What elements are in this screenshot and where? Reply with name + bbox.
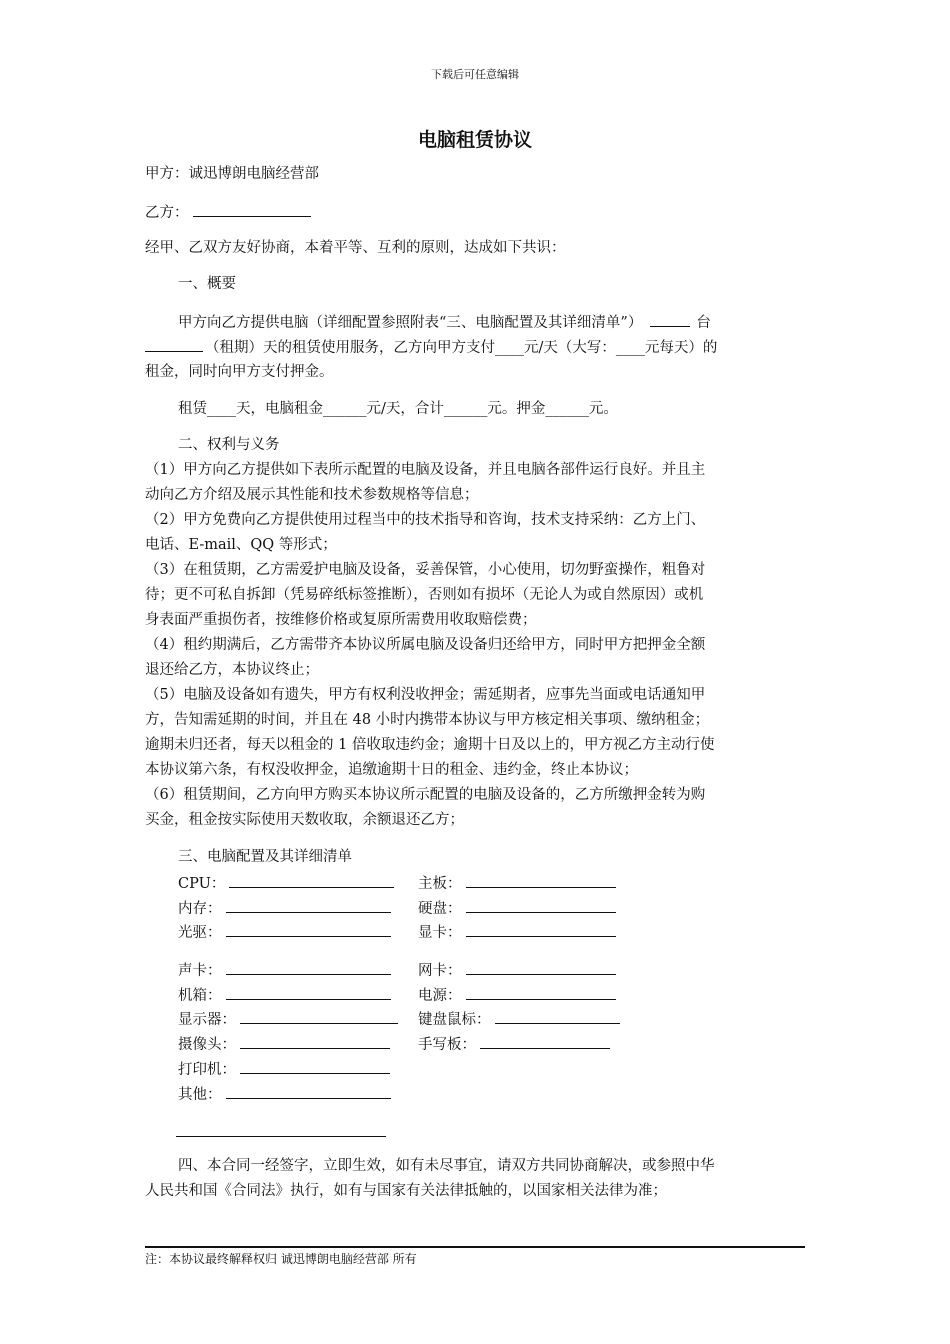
config-field-case: [178, 984, 391, 1006]
config-blank: [226, 897, 391, 913]
section2-heading: 二、权利与义务: [178, 437, 280, 453]
section2-line: （5）电脑及设备如有遗失，甲方有权利没收押金；需延期者，应事先当面或电话通知甲: [145, 687, 706, 703]
section2-line: 买金，租金按实际使用天数收取，余额退还乙方；: [145, 812, 464, 828]
section2-line: 本协议第六条，有权没收押金，追缴逾期十日的租金、违约金，终止本协议；: [145, 762, 638, 778]
section1-para1-line2: [145, 337, 717, 358]
config-field-optical: [178, 921, 391, 943]
config-blank: [226, 984, 391, 1000]
config-label: 显示器：: [178, 1012, 236, 1028]
config-field-motherboard: [418, 872, 616, 894]
config-label: CPU：: [178, 876, 226, 892]
party-b-label: 乙方：: [145, 205, 189, 221]
config-label: 光驱：: [178, 925, 222, 941]
header-note: 下载后可任意编辑: [431, 68, 519, 81]
config-label: 键盘鼠标：: [418, 1012, 491, 1028]
term-blank: [145, 337, 203, 352]
config-label: 摄像头：: [178, 1037, 236, 1053]
config-label: 手写板：: [418, 1037, 476, 1053]
section2-line: （3）在租赁期，乙方需爱护电脑及设备，妥善保管，小心使用，切勿野蛮操作，粗鲁对: [145, 562, 706, 578]
footer-note: 注：本协议最终解释权归 诚迅博朗电脑经营部 所有: [145, 1252, 417, 1266]
party-b-blank: [193, 202, 311, 217]
config-field-harddisk: [418, 897, 616, 919]
config-label: 机箱：: [178, 988, 222, 1004]
section2-line: （4）租约期满后，乙方需带齐本协议所属电脑及设备归还给甲方，同时甲方把押金全额: [145, 637, 706, 653]
section4-line2: 人民共和国《合同法》执行，如有与国家有关法律抵触的，以国家相关法律为准；: [145, 1183, 667, 1199]
config-field-soundcard: [178, 959, 391, 981]
config-blank: [466, 959, 616, 975]
config-blank: [466, 984, 616, 1000]
config-field-printer: [178, 1058, 390, 1080]
section2-line: 待；更不可私自拆卸（凭易碎纸标签推断），否则如有损坏（无论人为或自然原因）或机: [145, 587, 704, 603]
config-blank: [226, 921, 391, 937]
config-label: 声卡：: [178, 963, 222, 979]
section1-para1-line1: [178, 312, 711, 333]
config-field-graphics: [418, 921, 616, 943]
config-field-monitor: [178, 1008, 398, 1030]
config-blank: [466, 872, 616, 888]
section2-line: （6）租赁期间，乙方向甲方购买本协议所示配置的电脑及设备的，乙方所缴押金转为购: [145, 787, 706, 803]
section1-p1-text-b: 台: [696, 315, 711, 331]
section1-heading: 一、概要: [178, 276, 236, 292]
config-blank: [495, 1008, 620, 1024]
config-label: 显卡：: [418, 925, 462, 941]
party-b-line: [145, 202, 311, 223]
section1-para1-line3: 租金，同时向甲方支付押金。: [145, 364, 334, 380]
config-blank: [226, 959, 391, 975]
section2-line: 电话、E-mail、QQ 等形式；: [145, 537, 337, 553]
section1-p1-text-c: （租期）天的租赁使用服务，乙方向甲方支付____元/天（大写：____元每天）的: [205, 340, 718, 356]
config-blank: [229, 872, 394, 888]
signature-line: [176, 1136, 386, 1137]
section1-para2: 租赁____天，电脑租金______元/天，合计______元。押金______元。: [178, 401, 618, 417]
config-blank: [226, 1083, 391, 1099]
quantity-blank: [650, 312, 690, 327]
config-blank: [480, 1033, 610, 1049]
config-label: 主板：: [418, 876, 462, 892]
config-label: 网卡：: [418, 963, 462, 979]
config-label: 打印机：: [178, 1062, 236, 1078]
config-label: 其他：: [178, 1087, 222, 1103]
section1-p1-text-a: 甲方向乙方提供电脑（详细配置参照附表“三、电脑配置及其详细清单”）: [178, 315, 643, 331]
config-blank: [466, 897, 616, 913]
section2-line: （1）甲方向乙方提供如下表所示配置的电脑及设备，并且电脑各部件运行良好。并且主: [145, 462, 706, 478]
config-field-camera: [178, 1033, 390, 1055]
section3-heading: 三、电脑配置及其详细清单: [178, 849, 352, 865]
preamble: 经甲、乙双方友好协商，本着平等、互利的原则，达成如下共识：: [145, 240, 566, 256]
config-field-other: [178, 1083, 391, 1105]
config-label: 硬盘：: [418, 901, 462, 917]
config-field-network: [418, 959, 616, 981]
section2-line: 退还给乙方，本协议终止；: [145, 662, 319, 678]
document-title: 电脑租赁协议: [417, 129, 532, 151]
section2-line: 动向乙方介绍及展示其性能和技术参数规格等信息；: [145, 487, 479, 503]
footer-divider: [145, 1246, 805, 1248]
section2-line: （2）甲方免费向乙方提供使用过程当中的技术指导和咨询，技术支持采纳：乙方上门、: [145, 512, 706, 528]
config-blank: [240, 1033, 390, 1049]
config-blank: [466, 921, 616, 937]
config-label: 电源：: [418, 988, 462, 1004]
config-field-cpu: [178, 872, 394, 894]
config-field-power: [418, 984, 616, 1006]
config-blank: [240, 1058, 390, 1074]
config-label: 内存：: [178, 901, 222, 917]
config-field-memory: [178, 897, 391, 919]
config-blank: [240, 1008, 398, 1024]
config-field-tablet: [418, 1033, 610, 1055]
section2-line: 逾期未归还者，每天以租金的 1 倍收取违约金；逾期十日及以上的，甲方视乙方主动行使: [145, 737, 715, 753]
party-a-line: 甲方：诚迅博朗电脑经营部: [145, 166, 319, 182]
section2-line: 方，告知需延期的时间，并且在 48 小时内携带本协议与甲方核定相关事项、缴纳租金；: [145, 712, 710, 728]
config-field-keyboard-mouse: [418, 1008, 620, 1030]
section4-line1: 四、本合同一经签字，立即生效，如有未尽事宜，请双方共同协商解决，或参照中华: [178, 1158, 715, 1174]
section2-line: 身表面严重损伤者，按维修价格或复原所需费用收取赔偿费；: [145, 612, 537, 628]
